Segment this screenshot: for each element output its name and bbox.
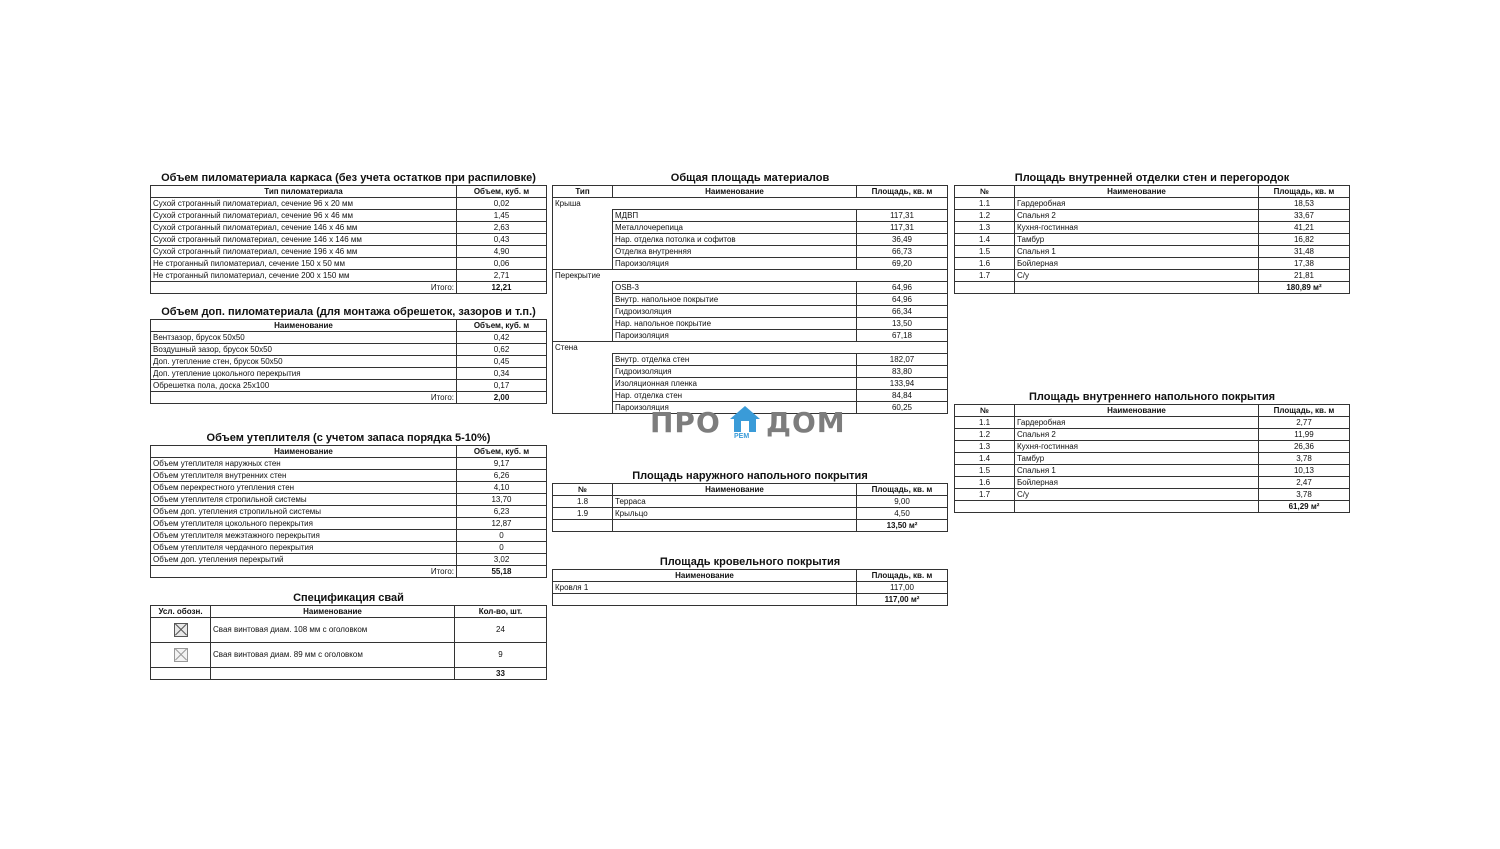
table-row <box>151 643 547 668</box>
table-row <box>151 344 547 356</box>
row-name: Свая винтовая диам. 108 мм с оголовком <box>211 618 455 643</box>
col-header: Наименование <box>151 446 457 458</box>
col-header: Объем, куб. м <box>457 320 547 332</box>
materials-title: Общая площадь материалов <box>670 172 830 184</box>
roofing-section <box>552 556 948 606</box>
row-name: Нар. напольное покрытие <box>613 318 857 330</box>
table-row <box>553 306 948 318</box>
row-value: 11,99 <box>1259 429 1350 441</box>
house-icon <box>728 404 762 434</box>
total-row <box>151 282 547 294</box>
logo-left-text: ПРО <box>650 406 721 439</box>
row-name: Объем утеплителя стропильной системы <box>151 494 457 506</box>
table-row <box>151 530 547 542</box>
table-row <box>151 368 547 380</box>
row-value: 13,70 <box>457 494 547 506</box>
row-name: Отделка внутренняя <box>613 246 857 258</box>
row-value: 4,50 <box>857 508 948 520</box>
row-value: 133,94 <box>857 378 948 390</box>
row-name: Сухой строганный пиломатериал, сечение 96 х 20 мм <box>151 198 457 210</box>
inner-walls-title: Площадь внутренней отделки стен и перегородок <box>1014 172 1290 184</box>
row-value: 84,84 <box>857 390 948 402</box>
row-name: Сухой строганный пиломатериал, сечение 146 х 46 мм <box>151 222 457 234</box>
row-name: Тамбур <box>1015 234 1259 246</box>
row-number: 1.6 <box>955 258 1015 270</box>
row-number: 1.8 <box>553 496 613 508</box>
row-value: 67,18 <box>857 330 948 342</box>
outer-floor-section <box>552 470 948 532</box>
row-name: Сухой строганный пиломатериал, сечение 196 х 46 мм <box>151 246 457 258</box>
row-value: 83,80 <box>857 366 948 378</box>
col-header: Наименование <box>151 320 457 332</box>
row-name: Обрешетка пола, доска 25х100 <box>151 380 457 392</box>
row-name: Изоляционная пленка <box>613 378 857 390</box>
row-name: Пароизоляция <box>613 402 857 414</box>
materials-table <box>552 185 948 414</box>
row-number: 1.4 <box>955 234 1015 246</box>
row-name: Объем утеплителя цокольного перекрытия <box>151 518 457 530</box>
row-value: 69,20 <box>857 258 948 270</box>
total-row <box>151 392 547 404</box>
row-value: 4,90 <box>457 246 547 258</box>
total-value: 180,89 м² <box>1259 282 1350 294</box>
row-name: Объем утеплителя межэтажного перекрытия <box>151 530 457 542</box>
row-value: 64,96 <box>857 294 948 306</box>
row-value: 117,31 <box>857 210 948 222</box>
row-value: 0,62 <box>457 344 547 356</box>
row-value: 17,38 <box>1259 258 1350 270</box>
table-row <box>553 294 948 306</box>
total-value: 33 <box>455 668 547 680</box>
table-row <box>955 453 1350 465</box>
table-row <box>553 330 948 342</box>
group-type: Крыша <box>553 198 948 210</box>
roofing-title: Площадь кровельного покрытия <box>659 556 841 568</box>
row-name: Кухня-гостинная <box>1015 441 1259 453</box>
table-row <box>955 210 1350 222</box>
row-value: 36,49 <box>857 234 948 246</box>
table-row <box>553 508 948 520</box>
table-row <box>553 246 948 258</box>
row-name: МДВП <box>613 210 857 222</box>
row-name: Свая винтовая диам. 89 мм с оголовком <box>211 643 455 668</box>
row-value: 0 <box>457 530 547 542</box>
inner-floor-title: Площадь внутреннего напольного покрытия <box>1028 391 1276 403</box>
row-name: Не строганный пиломатериал, сечение 150 х 50 мм <box>151 258 457 270</box>
row-name: Бойлерная <box>1015 258 1259 270</box>
col-header: № <box>955 405 1015 417</box>
row-value: 0,06 <box>457 258 547 270</box>
inner-floor-section <box>954 391 1350 513</box>
row-value: 6,26 <box>457 470 547 482</box>
row-value: 3,02 <box>457 554 547 566</box>
table-row <box>553 318 948 330</box>
row-value: 12,87 <box>457 518 547 530</box>
row-name: Нар. отделка потолка и софитов <box>613 234 857 246</box>
row-name: Терраса <box>613 496 857 508</box>
total-row <box>955 501 1350 513</box>
row-value: 66,34 <box>857 306 948 318</box>
insulation-title: Объем утеплителя (с учетом запаса порядка 5-10%) <box>206 432 491 444</box>
col-header: № <box>553 484 613 496</box>
row-value: 31,48 <box>1259 246 1350 258</box>
inner-walls-section <box>954 172 1350 294</box>
row-number: 1.2 <box>955 210 1015 222</box>
table-row <box>553 378 948 390</box>
total-row <box>553 520 948 532</box>
total-label: Итого: <box>151 566 457 578</box>
row-value: 64,96 <box>857 282 948 294</box>
table-row <box>151 222 547 234</box>
total-row <box>151 566 547 578</box>
insulation-section <box>150 432 547 578</box>
col-header: Усл. обозн. <box>151 606 211 618</box>
row-value: 2,47 <box>1259 477 1350 489</box>
row-name: Спальня 2 <box>1015 210 1259 222</box>
total-value: 117,00 м² <box>857 594 948 606</box>
col-header: Наименование <box>553 570 857 582</box>
inner-floor-table <box>954 404 1350 513</box>
row-value: 13,50 <box>857 318 948 330</box>
row-value: 9 <box>455 643 547 668</box>
table-row <box>151 356 547 368</box>
row-name: Не строганный пиломатериал, сечение 200 х 150 мм <box>151 270 457 282</box>
row-name: Тамбур <box>1015 453 1259 465</box>
row-value: 3,78 <box>1259 489 1350 501</box>
row-value: 0,45 <box>457 356 547 368</box>
total-label: Итого: <box>151 282 457 294</box>
row-name: Нар. отделка стен <box>613 390 857 402</box>
pile-symbol-cell <box>151 643 211 668</box>
row-name: Пароизоляция <box>613 330 857 342</box>
table-row <box>151 518 547 530</box>
row-name: Внутр. отделка стен <box>613 354 857 366</box>
row-number: 1.7 <box>955 489 1015 501</box>
row-name: Воздушный зазор, брусок 50х50 <box>151 344 457 356</box>
row-number: 1.4 <box>955 453 1015 465</box>
table-row <box>151 246 547 258</box>
col-header: Площадь, кв. м <box>857 570 948 582</box>
materials-section <box>552 172 948 414</box>
total-value: 55,18 <box>457 566 547 578</box>
group-type: Стена <box>553 342 948 354</box>
table-row <box>151 482 547 494</box>
extra-lumber-title: Объем доп. пиломатериала (для монтажа обрешеток, зазоров и т.п.) <box>161 306 536 318</box>
table-row <box>553 210 948 222</box>
table-row <box>151 618 547 643</box>
row-value: 66,73 <box>857 246 948 258</box>
row-name: Сухой строганный пиломатериал, сечение 146 х 146 мм <box>151 234 457 246</box>
row-value: 0,34 <box>457 368 547 380</box>
table-row <box>151 554 547 566</box>
col-header: Площадь, кв. м <box>857 186 948 198</box>
row-value: 0 <box>457 542 547 554</box>
table-row <box>553 496 948 508</box>
row-value: 10,13 <box>1259 465 1350 477</box>
row-value: 9,00 <box>857 496 948 508</box>
row-name: С/у <box>1015 489 1259 501</box>
row-value: 26,36 <box>1259 441 1350 453</box>
pile-light-icon <box>174 648 188 662</box>
total-row <box>955 282 1350 294</box>
total-value: 61,29 м² <box>1259 501 1350 513</box>
row-value: 2,71 <box>457 270 547 282</box>
col-header: № <box>955 186 1015 198</box>
pile-dark-icon <box>174 623 188 637</box>
row-value: 33,67 <box>1259 210 1350 222</box>
row-value: 117,00 <box>857 582 948 594</box>
table-row <box>955 489 1350 501</box>
table-row <box>955 258 1350 270</box>
row-value: 0,02 <box>457 198 547 210</box>
row-number: 1.5 <box>955 246 1015 258</box>
row-name: Гардеробная <box>1015 417 1259 429</box>
row-value: 41,21 <box>1259 222 1350 234</box>
row-name: Доп. утепление цокольного перекрытия <box>151 368 457 380</box>
col-header: Кол-во, шт. <box>455 606 547 618</box>
row-value: 2,77 <box>1259 417 1350 429</box>
row-value: 0,42 <box>457 332 547 344</box>
outer-floor-title: Площадь наружного напольного покрытия <box>632 470 868 482</box>
row-name: Объем утеплителя наружных стен <box>151 458 457 470</box>
row-name: С/у <box>1015 270 1259 282</box>
total-label: Итого: <box>151 392 457 404</box>
table-row <box>955 198 1350 210</box>
pile-symbol-cell <box>151 618 211 643</box>
row-value: 60,25 <box>857 402 948 414</box>
table-row <box>955 234 1350 246</box>
table-row <box>955 441 1350 453</box>
table-row <box>151 234 547 246</box>
table-row <box>553 354 948 366</box>
row-name: Спальня 2 <box>1015 429 1259 441</box>
table-row <box>151 494 547 506</box>
col-header: Наименование <box>1015 405 1259 417</box>
piles-section <box>150 592 547 680</box>
row-name: Объем перекрестного утепления стен <box>151 482 457 494</box>
row-value: 21,81 <box>1259 270 1350 282</box>
table-row <box>151 270 547 282</box>
piles-title: Спецификация свай <box>293 592 404 604</box>
table-row <box>151 542 547 554</box>
table-row <box>955 417 1350 429</box>
row-value: 4,10 <box>457 482 547 494</box>
total-row <box>151 668 547 680</box>
row-value: 16,82 <box>1259 234 1350 246</box>
row-number: 1.9 <box>553 508 613 520</box>
col-header: Площадь, кв. м <box>1259 186 1350 198</box>
col-header: Площадь, кв. м <box>857 484 948 496</box>
col-header: Наименование <box>211 606 455 618</box>
row-name: Вентзазор, брусок 50х50 <box>151 332 457 344</box>
col-header: Площадь, кв. м <box>1259 405 1350 417</box>
table-row <box>955 270 1350 282</box>
row-value: 24 <box>455 618 547 643</box>
row-number: 1.2 <box>955 429 1015 441</box>
row-name: Спальня 1 <box>1015 246 1259 258</box>
table-row <box>955 222 1350 234</box>
row-value: 117,31 <box>857 222 948 234</box>
table-row <box>553 366 948 378</box>
table-row <box>955 429 1350 441</box>
row-name: Объем доп. утепления стропильной системы <box>151 506 457 518</box>
table-row <box>151 258 547 270</box>
col-header: Тип <box>553 186 613 198</box>
row-name: Кровля 1 <box>553 582 857 594</box>
row-value: 2,63 <box>457 222 547 234</box>
table-row <box>553 258 948 270</box>
row-name: Гардеробная <box>1015 198 1259 210</box>
total-row <box>553 594 948 606</box>
group-row <box>553 270 948 282</box>
table-row <box>955 477 1350 489</box>
inner-walls-table <box>954 185 1350 294</box>
col-header: Наименование <box>613 186 857 198</box>
row-value: 0,43 <box>457 234 547 246</box>
table-row <box>553 222 948 234</box>
logo-sub-text: РЕМ <box>734 433 750 440</box>
row-name: OSB-3 <box>613 282 857 294</box>
row-number: 1.5 <box>955 465 1015 477</box>
row-name: Объем утеплителя внутренних стен <box>151 470 457 482</box>
extra-lumber-table <box>150 319 547 404</box>
table-row <box>553 582 948 594</box>
table-row <box>151 332 547 344</box>
prodom-logo <box>650 404 850 444</box>
table-row <box>553 282 948 294</box>
row-value: 3,78 <box>1259 453 1350 465</box>
col-header: Объем, куб. м <box>457 446 547 458</box>
row-value: 9,17 <box>457 458 547 470</box>
total-value: 2,00 <box>457 392 547 404</box>
table-row <box>955 465 1350 477</box>
group-row <box>553 198 948 210</box>
row-name: Внутр. напольное покрытие <box>613 294 857 306</box>
group-row <box>553 342 948 354</box>
lumber-section <box>150 172 547 294</box>
table-row <box>151 380 547 392</box>
table-row <box>151 198 547 210</box>
outer-floor-table <box>552 483 948 532</box>
col-header: Наименование <box>1015 186 1259 198</box>
insulation-table <box>150 445 547 578</box>
table-row <box>151 506 547 518</box>
row-number: 1.6 <box>955 477 1015 489</box>
row-name: Гидроизоляция <box>613 306 857 318</box>
table-row <box>151 458 547 470</box>
row-value: 1,45 <box>457 210 547 222</box>
row-name: Металлочерепица <box>613 222 857 234</box>
table-row <box>955 246 1350 258</box>
table-row <box>151 210 547 222</box>
extra-lumber-section <box>150 306 547 404</box>
row-name: Гидроизоляция <box>613 366 857 378</box>
col-header: Тип пиломатериала <box>151 186 457 198</box>
total-value: 12,21 <box>457 282 547 294</box>
row-number: 1.1 <box>955 417 1015 429</box>
row-value: 0,17 <box>457 380 547 392</box>
row-number: 1.1 <box>955 198 1015 210</box>
col-header: Наименование <box>613 484 857 496</box>
row-number: 1.3 <box>955 222 1015 234</box>
row-number: 1.7 <box>955 270 1015 282</box>
logo-right-text: ДОМ <box>766 406 846 439</box>
row-name: Спальня 1 <box>1015 465 1259 477</box>
row-name: Пароизоляция <box>613 258 857 270</box>
row-name: Доп. утепление стен, брусок 50х50 <box>151 356 457 368</box>
table-row <box>553 234 948 246</box>
total-value: 13,50 м² <box>857 520 948 532</box>
table-row <box>553 390 948 402</box>
row-value: 6,23 <box>457 506 547 518</box>
row-name: Объем утеплителя чердачного перекрытия <box>151 542 457 554</box>
row-name: Сухой строганный пиломатериал, сечение 96 х 46 мм <box>151 210 457 222</box>
col-header: Объем, куб. м <box>457 186 547 198</box>
row-name: Крыльцо <box>613 508 857 520</box>
roofing-table <box>552 569 948 606</box>
row-number: 1.3 <box>955 441 1015 453</box>
table-row <box>151 470 547 482</box>
lumber-table <box>150 185 547 294</box>
row-value: 18,53 <box>1259 198 1350 210</box>
lumber-title: Объем пиломатериала каркаса (без учета остатков при распиловке) <box>161 172 536 184</box>
row-name: Бойлерная <box>1015 477 1259 489</box>
piles-table <box>150 605 547 680</box>
row-name: Кухня-гостинная <box>1015 222 1259 234</box>
row-name: Объем доп. утепления перекрытий <box>151 554 457 566</box>
group-type: Перекрытие <box>553 270 948 282</box>
row-value: 182,07 <box>857 354 948 366</box>
